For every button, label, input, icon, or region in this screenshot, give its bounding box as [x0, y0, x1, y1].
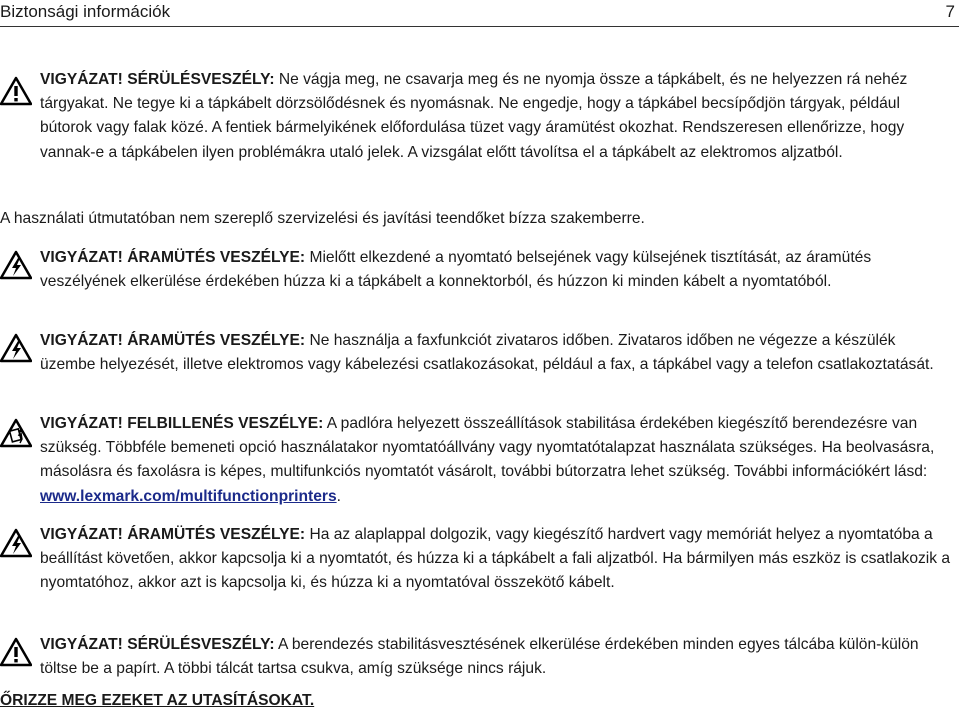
warning-label: VIGYÁZAT! FELBILLENÉS VESZÉLYE:	[40, 415, 324, 432]
tipping-warning-block	[0, 412, 955, 509]
shock-warning-block	[0, 246, 955, 294]
warning-text	[40, 412, 955, 509]
warning-body: Ha az alaplappal dolgozik, vagy kiegészítő hardvert vagy memóriát helyez a nyomtatóba a beállítást követően, akkor kapcsolja ki a nyomtatót, és húzza ki a tápkábelt a fali aljzatból. Ha bármilyen más eszköz is csatlakozik a nyomtatóhoz, akkor azt is kapcsolja ki, és húzza ki a nyomtatóval összekötő kábelt.	[40, 526, 951, 592]
electric-shock-warning-icon	[0, 528, 32, 558]
warning-text	[40, 329, 955, 377]
injury-warning-block	[0, 633, 955, 681]
section-title: Biztonsági információk	[0, 2, 171, 21]
warning-text	[40, 523, 955, 596]
warning-end: .	[336, 487, 341, 505]
keep-instructions-note: ŐRIZZE MEG EZEKET AZ UTASÍTÁSOKAT.	[0, 692, 315, 709]
warning-text	[40, 68, 955, 165]
lexmark-link[interactable]: www.lexmark.com/multifunctionprinters	[40, 487, 337, 505]
warning-text	[40, 633, 955, 681]
electric-shock-warning-icon	[0, 333, 32, 363]
electric-shock-warning-icon	[0, 250, 32, 280]
warning-body: Mielőtt elkezdené a nyomtató belsejének vagy külsejének tisztítását, az áramütés veszélyének elkerülése érdekében húzza ki a tápkábelt a konnektorból, és húzzon ki minden kábelt a nyomtatóból.	[40, 249, 872, 291]
warning-text	[40, 246, 955, 294]
warning-body: A padlóra helyezett összeállítások stabilitása érdekében kiegészítő berendezésre van szükség. Többféle bemeneti opció használatakor nyomtatóállvány vagy nyomtatótalapzat használata szükséges. Ha beolvasásra, másolásra és faxolásra is képes, multifunkciós nyomtatót vásárolt, további bútorzatra lehet szükség. További információkért lásd:	[40, 415, 935, 481]
warning-body: Ne vágja meg, ne csavarja meg és ne nyomja össze a tápkábelt, és ne helyezzen rá nehéz tárgyakat. Ne tegye ki a tápkábelt dörzsölődésnek és nyomásnak. Ne engedje, hogy a tápkábel becsípődjön tárgyak, például bútorok vagy falak közé. A fentiek bármelyikének előfordulása tüzet vagy áramütést okozhat. Rendszeresen ellenőrizze, hogy vannak-e a tápkábelen ilyen problémákra utaló jelek. A vizsgálat előtt távolítsa el a tápkábelt az elektromos aljzatból.	[40, 71, 908, 161]
warning-exclamation-icon	[0, 76, 32, 106]
warning-body: Ne használja a faxfunkciót zivataros időben. Zivataros időben ne végezze a készülék üzembe helyezését, illetve elektromos vagy kábelezési csatlakozásokat, például a fax, a tápkábel vagy a telefon csatlakoztatását.	[40, 332, 934, 374]
page-header	[0, 0, 959, 27]
page-number: 7	[945, 2, 955, 21]
tipping-hazard-icon	[0, 418, 32, 448]
warning-label: VIGYÁZAT! ÁRAMÜTÉS VESZÉLYE:	[40, 526, 306, 543]
shock-warning-block	[0, 329, 955, 377]
warning-label: VIGYÁZAT! ÁRAMÜTÉS VESZÉLYE:	[40, 332, 306, 349]
warning-label: VIGYÁZAT! SÉRÜLÉSVESZÉLY:	[40, 71, 275, 88]
shock-warning-block	[0, 523, 955, 596]
warning-label: VIGYÁZAT! SÉRÜLÉSVESZÉLY:	[40, 636, 275, 653]
warning-label: VIGYÁZAT! ÁRAMÜTÉS VESZÉLYE:	[40, 249, 306, 266]
injury-warning-block	[0, 68, 955, 165]
service-note: A használati útmutatóban nem szereplő szervizelési és javítási teendőket bízza szakemberre.	[0, 210, 645, 227]
warning-exclamation-icon	[0, 637, 32, 667]
warning-body: A berendezés stabilitásvesztésének elkerülése érdekében minden egyes tálcába külön-külön töltse be a papírt. A többi tálcát tartsa csukva, amíg szüksége nincs rájuk.	[40, 636, 919, 678]
